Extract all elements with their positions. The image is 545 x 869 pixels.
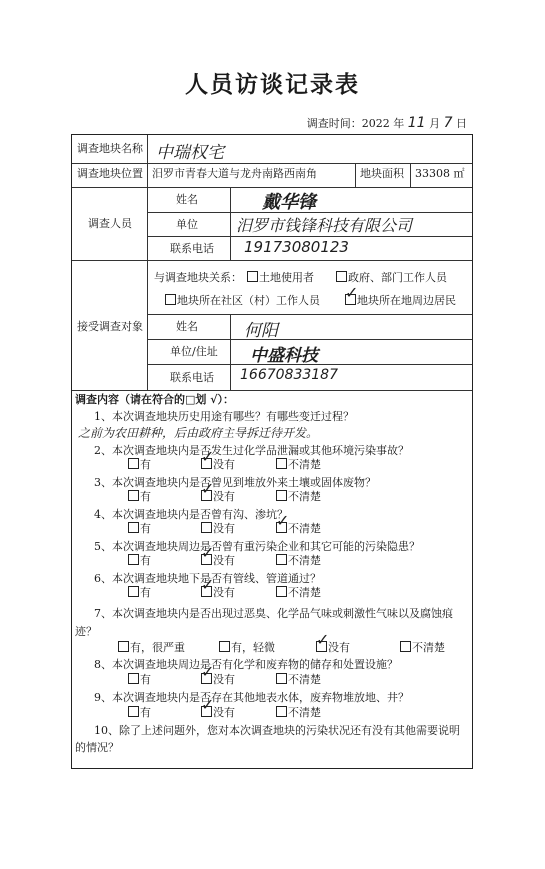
question-5: 5、本次调查地块周边是否曾有重污染企业和其它可能的污染隐患？ [94,540,420,553]
investigator-label: 调查人员 [88,217,132,230]
q7-opt-unsure[interactable]: 不清楚 [400,641,445,655]
investigator-unit-label: 单位 [176,218,198,231]
page-title: 人员访谈记录表 [185,71,360,98]
q7-opt-severe[interactable]: 有，很严重 [118,641,185,655]
question-1: 1、本次调查地块历史用途有哪些？有哪些变迁过程？ [94,410,354,423]
q9-opt-no[interactable]: ✓ 没有 [201,706,235,720]
plot-name-label: 调查地块名称 [77,142,143,155]
investigator-phone-value: 19173080123 [244,238,349,256]
day-unit: 日 [456,117,467,130]
investigator-phone-label: 联系电话 [170,242,214,255]
question-4: 4、本次调查地块内是否曾有沟、渗坑？ [94,508,288,521]
interviewee-name-value: 何阳 [244,321,278,341]
plot-area-value: 33308 ㎡ [415,167,465,180]
question-7: 7、本次调查地块内是否出现过恶臭、化学品气味或刺激性气味以及腐蚀痕 [94,607,453,620]
q9-opt-yes[interactable]: 有 [128,706,151,720]
q9-opt-unsure[interactable]: 不清楚 [276,706,321,720]
plot-location-value: 汨罗市青春大道与龙舟南路西南角 [152,167,317,180]
interviewee-unit-value: 中盛科技 [250,346,318,366]
q8-opt-yes[interactable]: 有 [128,673,151,687]
checked-checkbox-icon [345,294,356,305]
investigator-name-value: 戴华锋 [262,192,316,213]
relation-label: 与调查地块关系： [154,271,242,284]
q3-opt-unsure[interactable]: 不清楚 [276,490,321,504]
q6-opt-unsure[interactable]: 不清楚 [276,586,321,600]
q3-opt-no[interactable]: ✓ 没有 [201,490,235,504]
question-10: 10、除了上述问题外，您对本次调查地块的污染状况还有没有其他需要说明 [94,724,460,737]
checkbox-icon [247,271,258,282]
q6-opt-yes[interactable]: 有 [128,586,151,600]
q7-opt-no[interactable]: ✓ 没有 [316,641,350,655]
month-unit: 月 [429,117,441,130]
q8-opt-unsure[interactable]: 不清楚 [276,673,321,687]
q2-opt-unsure[interactable]: 不清楚 [276,458,321,472]
q3-opt-yes[interactable]: 有 [128,490,151,504]
date-day: 7 [443,115,453,131]
interviewee-name-label: 姓名 [176,320,198,333]
question-3: 3、本次调查地块内是否曾见到堆放外来土壤或固体废物？ [94,476,376,489]
q6-opt-no[interactable]: ✓ 没有 [201,586,235,600]
q2-opt-no[interactable]: ✓ 没有 [201,458,235,472]
question-9: 9、本次调查地块内是否存在其他地表水体，废弃物堆放地、井？ [94,691,409,704]
q4-opt-no[interactable]: 没有 [201,522,235,536]
interviewee-phone-label: 联系电话 [170,371,214,384]
question-6: 6、本次调查地块地下是否有管线、管道通过？ [94,572,321,585]
plot-name-value: 中瑞权宅 [156,143,224,163]
q5-opt-no[interactable]: ✓ 没有 [201,554,235,568]
q5-opt-yes[interactable]: 有 [128,554,151,568]
plot-area-label: 地块面积 [360,167,404,180]
date-month: 11 [407,115,426,131]
question-8: 8、本次调查地块周边是否有化学和废弃物的储存和处置设施？ [94,658,398,671]
q4-opt-unsure[interactable]: ✓ 不清楚 [276,522,321,536]
rel-opt-land-user[interactable]: 土地使用者 [247,271,314,285]
interviewee-phone-value: 16670833187 [240,367,338,383]
survey-date [307,115,467,131]
q4-opt-yes[interactable]: 有 [128,522,151,536]
q7-opt-slight[interactable]: 有，轻微 [219,641,275,655]
interviewee-unit-label: 单位/住址 [170,345,218,358]
question-7-cont: 迹？ [75,625,97,638]
survey-header: 调查内容（请在符合的□划 √）： [75,393,234,406]
checkbox-icon [165,294,176,305]
rel-opt-resident[interactable]: ✓ 地块所在地周边居民 [345,294,456,308]
question-10-cont: 的情况？ [75,741,119,754]
interviewee-label: 接受调查对象 [77,320,143,333]
checkbox-icon [336,271,347,282]
rel-opt-community[interactable]: 地块所在社区（村）工作人员 [165,294,320,308]
q2-opt-yes[interactable]: 有 [128,458,151,472]
rel-opt-government[interactable]: 政府、部门工作人员 [336,271,447,285]
plot-location-label: 调查地块位置 [77,167,143,180]
q8-opt-no[interactable]: ✓ 没有 [201,673,235,687]
investigator-name-label: 姓名 [176,193,198,206]
investigator-unit-value: 汨罗市钱锋科技有限公司 [236,216,413,235]
answer-1: 之前为农田耕种，后由政府主导拆迁待开发。 [78,426,319,440]
q5-opt-unsure[interactable]: 不清楚 [276,554,321,568]
question-2: 2、本次调查地块内是否发生过化学品泄漏或其他环境污染事故？ [94,444,409,457]
interview-form [71,134,473,769]
date-label: 调查时间：2022 年 [306,117,405,130]
